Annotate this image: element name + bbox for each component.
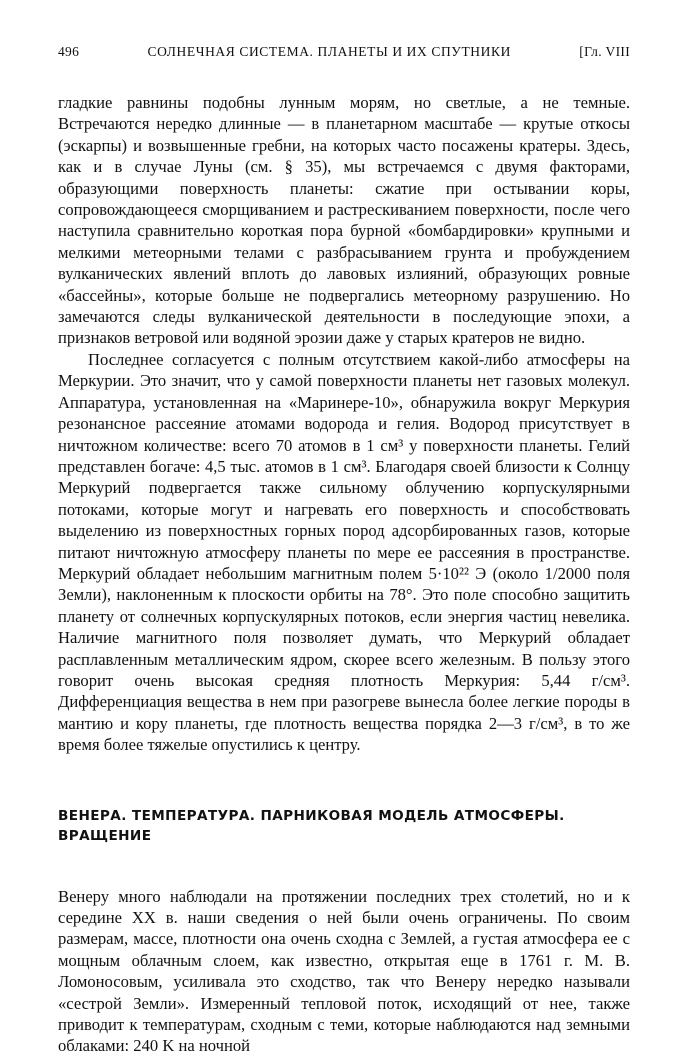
section-body — [58, 886, 630, 1057]
section-heading — [58, 806, 630, 847]
running-header — [58, 44, 630, 72]
main-text — [58, 92, 630, 756]
paragraph-surface: гладкие равнины подобны лунным морям, но светлые, а не темные. Встречаются нередко длинные — в планетарном масштабе — крутые откосы (эскарпы) и возвышенные гребни, на которых часто посажены кратеры. Здесь, как и в случае Луны (см. § 35), мы встречаемся с двумя факторами, образующими поверхность планеты: сжатие при остывании коры, сопровождающееся сморщиванием и растрескиванием поверхности, после чего наступила сравнительно короткая пора бурной «бомбардировки» крупными и мелкими метеорными телами с разбрасыванием грунта и пробуждением вулканических явлений вплоть до лавовых излияний, образующих ровные «бассейны», которые больше не подвергались метеорному разрушению. Но замечаются следы вулканической деятельности в последующие эпохи, а признаков ветровой или водяной эрозии даже у старых кратеров не видно. — [58, 93, 630, 348]
paragraph-atmosphere: Последнее согласуется с полным отсутствием какой-либо атмосферы на Меркурии. Это значит, что у самой поверхности планеты нет газовых молекул. Аппаратура, установленная на «Маринере-10», обнаружила вокруг Меркурия резонансное рассеяние атомами водорода и гелия. Водород присутствует в ничтожном количестве: всего 70 атомов в 1 см³ у поверхности планеты. Гелий представлен богаче: 4,5 тыс. атомов в 1 см³. Благодаря своей близости к Солнцу Меркурий подвергается также сильному облучению корпускулярными потоками, которые могут и нагревать его поверхность и способствовать выделению из поверхностных горных пород адсорбированных газов, которые питают ничтожную атмосферу планеты по мере ее рассеяния в пространстве. Меркурий обладает небольшим магнитным полем 5·10²² Э (около 1/2000 поля Земли), наклоненным к плоскости орбиты на 78°. Это поле способно защитить планету от солнечных корпускулярных потоков, если энергия частиц невелика. Наличие магнитного поля позволяет думать, что Меркурий обладает расплавленным металлическим ядром, скорее всего железным. В пользу этого говорит очень высокая средняя плотность Меркурия: 5,44 г/см³. Дифференциация вещества в нем при разогреве вынесла более легкие породы в мантию и кору планеты, где плотность вещества порядка 2—3 г/см³, в то же время более тяжелые опустились к центру. — [58, 349, 630, 755]
page-number: 496 — [58, 44, 80, 59]
section-heading-line-1: ВЕНЕРА. ТЕМПЕРАТУРА. ПАРНИКОВАЯ МОДЕЛЬ АТМОСФЕРЫ. — [58, 807, 565, 824]
paragraph-venus: Венеру много наблюдали на протяжении последних трех столетий, но и к середине XX в. наши сведения о ней были очень ограничены. По своим размерам, массе, плотности она очень сходна с Землей, а густая атмосфера ее с мощным облачным слоем, как известно, открытая еще в 1761 г. М. В. Ломоносовым, усиливала это сходство, так что Венеру нередко называли «сестрой Земли». Измеренный тепловой поток, исходящий от нее, также приводит к температурам, сходным с теми, которые наблюдаются над земными облаками: 240 K на ночной — [58, 886, 630, 1056]
book-page — [58, 44, 630, 1057]
section-heading-line-2: ВРАЩЕНИЕ — [58, 828, 152, 845]
chapter-marker: [Гл. VIII — [579, 44, 630, 59]
running-title: СОЛНЕЧНАЯ СИСТЕМА. ПЛАНЕТЫ И ИХ СПУТНИКИ — [147, 44, 511, 59]
